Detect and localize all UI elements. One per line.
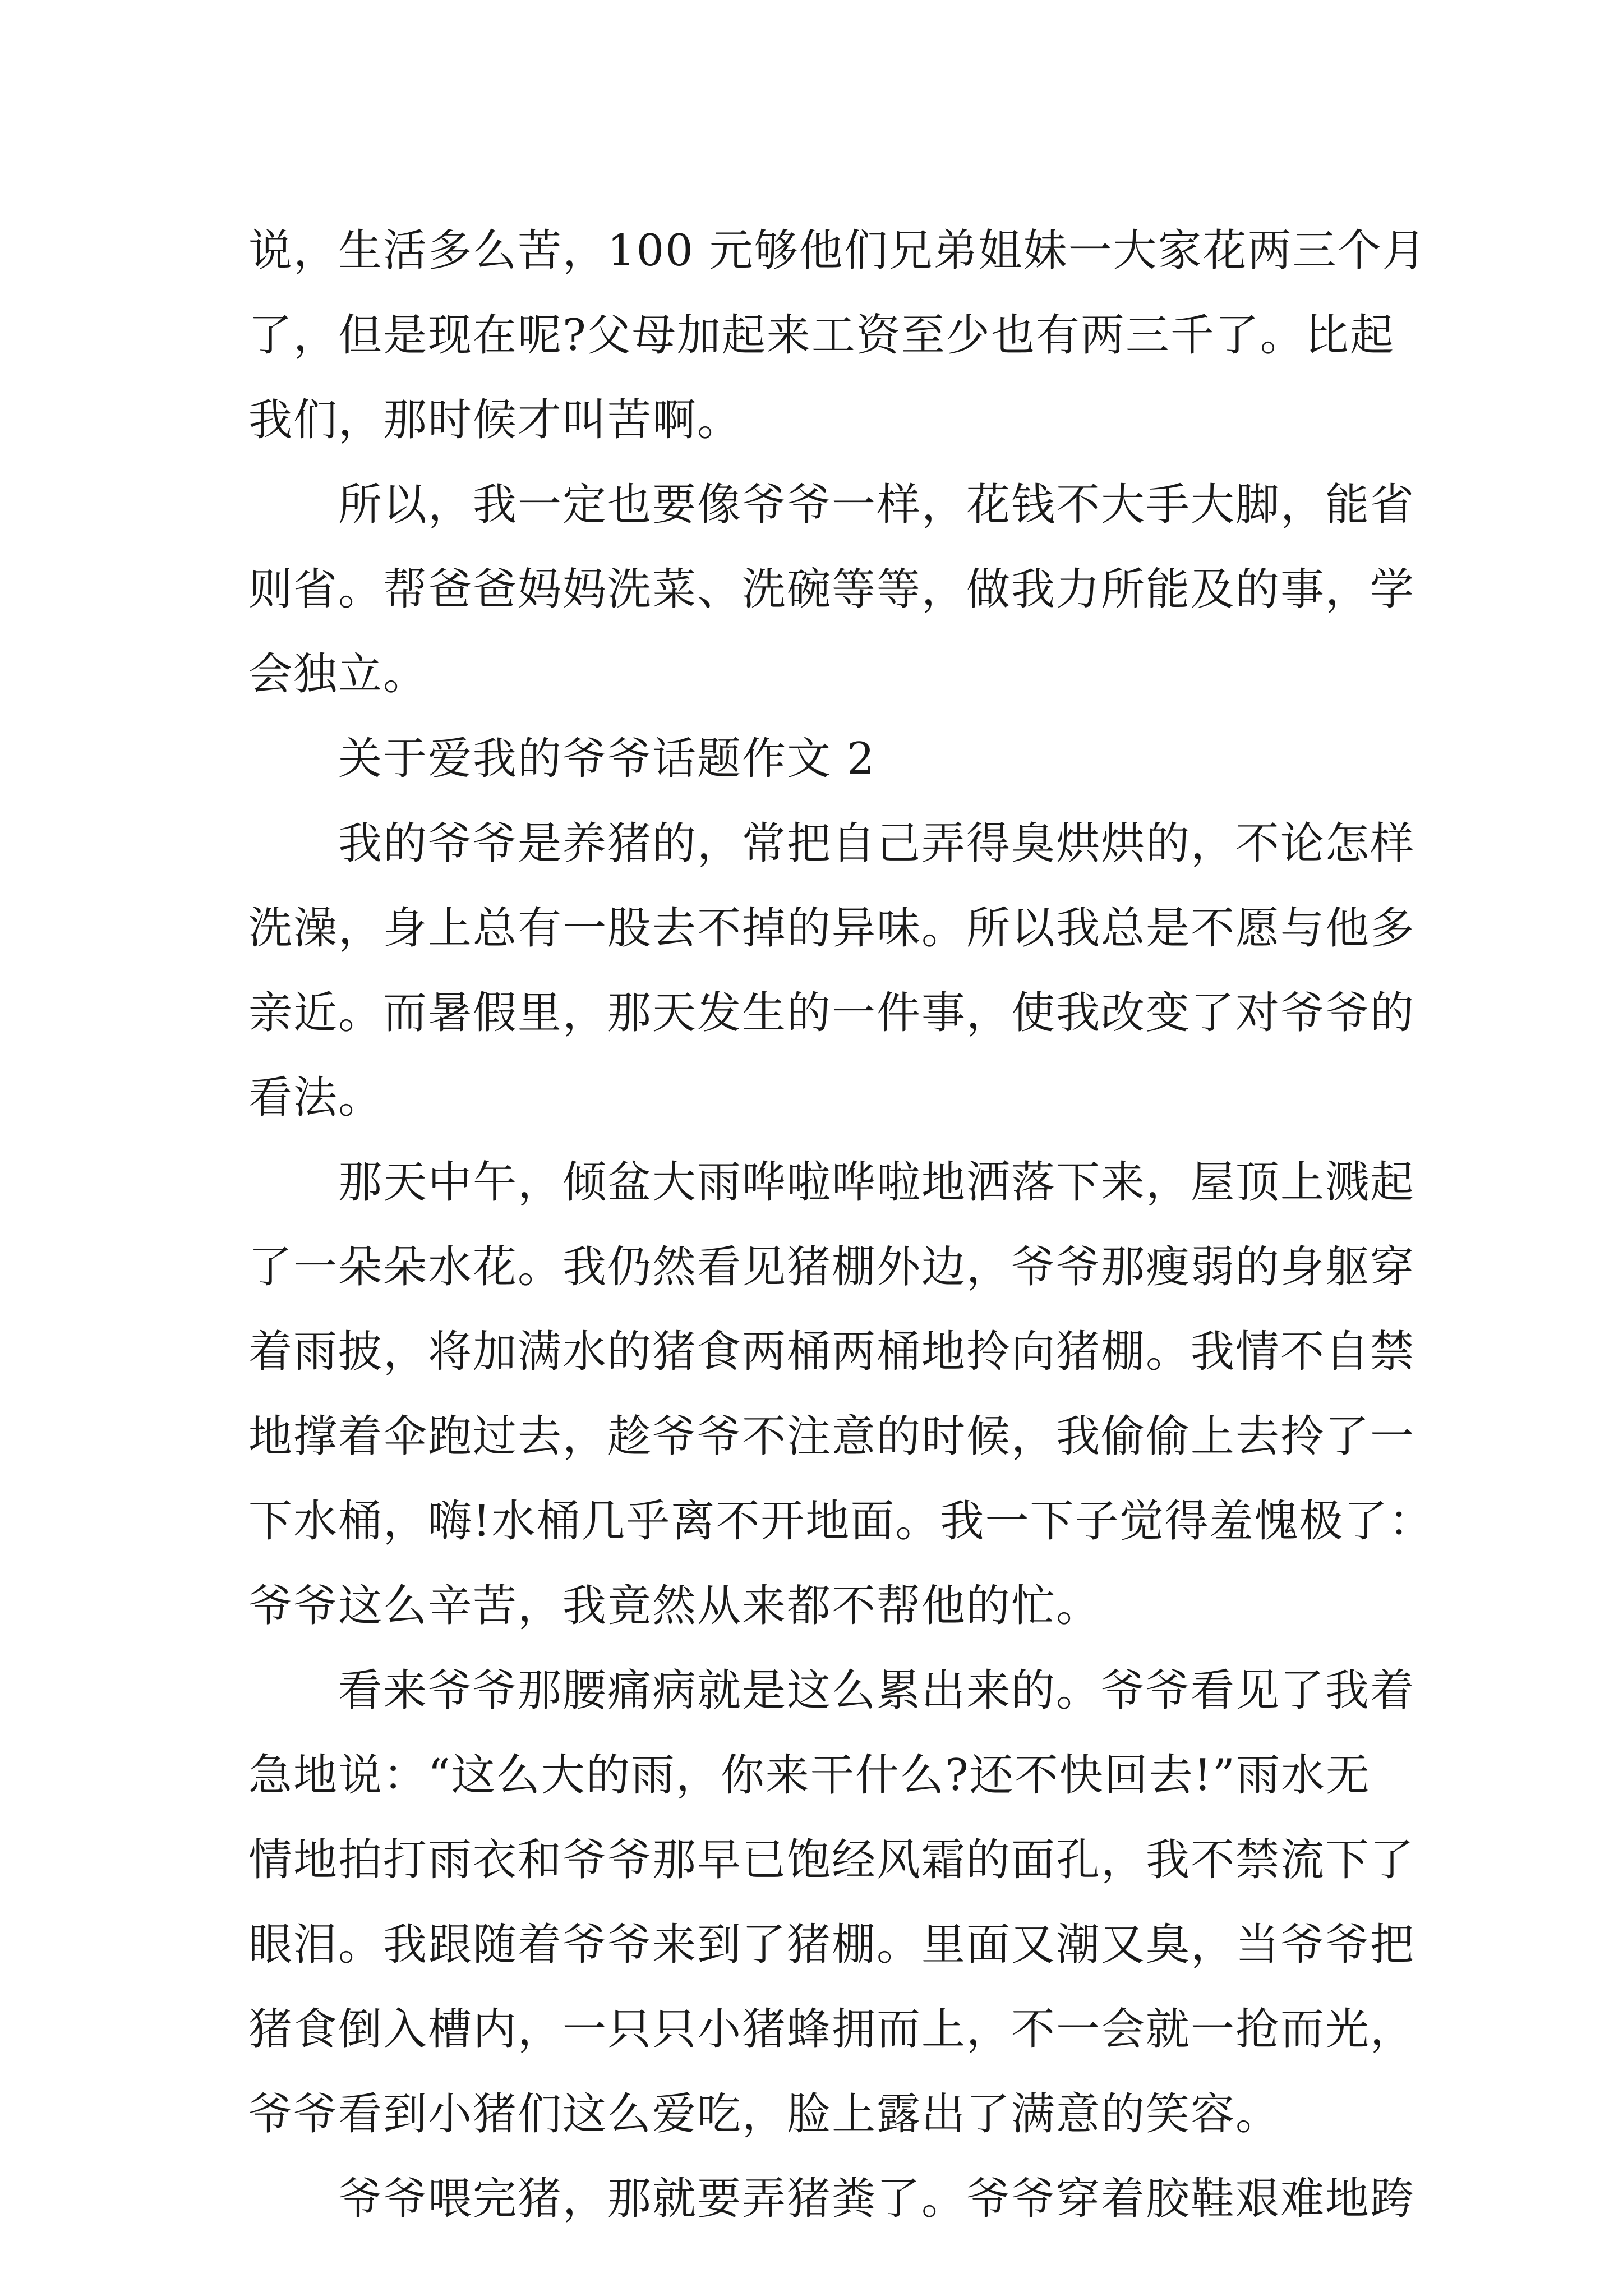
text-line: 会独立。 <box>248 649 428 700</box>
text-line: 说，生活多么苦，100 元够他们兄弟姐妹一大家花两三个月 <box>248 226 1427 276</box>
text-line: 看法。 <box>248 1073 384 1123</box>
section-heading: 关于爱我的爷爷话题作文 2 <box>338 734 876 784</box>
text-line: 则省。帮爸爸妈妈洗菜、洗碗等等，做我力所能及的事，学 <box>248 564 1415 615</box>
text-line: 爷爷这么辛苦，我竟然从来都不帮他的忙。 <box>248 1581 1101 1631</box>
paragraph-start-line: 那天中午，倾盆大雨哗啦哗啦地洒落下来，屋顶上溅起 <box>338 1157 1415 1208</box>
paragraph-start-line: 所以，我一定也要像爷爷一样，花钱不大手大脚，能省 <box>338 480 1415 530</box>
text-line: 了一朵朵水花。我仍然看见猪棚外边，爷爷那瘦弱的身躯穿 <box>248 1242 1415 1292</box>
paragraph-start-line: 看来爷爷那腰痛病就是这么累出来的。爷爷看见了我着 <box>338 1665 1415 1716</box>
paragraph-start-line: 我的爷爷是养猪的，常把自己弄得臭烘烘的，不论怎样 <box>338 818 1415 869</box>
text-line: 情地拍打雨衣和爷爷那早已饱经风霜的面孔，我不禁流下了 <box>248 1835 1415 1885</box>
text-line: 亲近。而暑假里，那天发生的一件事，使我改变了对爷爷的 <box>248 988 1415 1038</box>
text-line: 地撑着伞跑过去，趁爷爷不注意的时候，我偷偷上去拎了一 <box>248 1411 1415 1462</box>
text-line: 我们，那时候才叫苦啊。 <box>248 395 743 445</box>
text-line: 着雨披，将加满水的猪食两桶两桶地拎向猪棚。我情不自禁 <box>248 1327 1415 1377</box>
text-line: 洗澡，身上总有一股去不掉的异味。所以我总是不愿与他多 <box>248 903 1415 954</box>
text-line: 下水桶，嗨!水桶几乎离不开地面。我一下子觉得羞愧极了： <box>248 1496 1434 1547</box>
text-line: 了，但是现在呢?父母加起来工资至少也有两三千了。比起 <box>248 310 1395 361</box>
essay-text-block <box>248 209 1434 2242</box>
paragraph-start-line: 爷爷喂完猪，那就要弄猪粪了。爷爷穿着胶鞋艰难地跨 <box>338 2174 1415 2224</box>
text-line: 急地说：“这么大的雨，你来干什么?还不快回去!”雨水无 <box>248 1750 1371 1801</box>
text-line: 猪食倒入槽内，一只只小猪蜂拥而上，不一会就一抢而光， <box>248 2004 1415 2055</box>
text-line: 眼泪。我跟随着爷爷来到了猪棚。里面又潮又臭，当爷爷把 <box>248 1920 1415 1970</box>
text-line: 爷爷看到小猪们这么爱吃，脸上露出了满意的笑容。 <box>248 2089 1281 2139</box>
